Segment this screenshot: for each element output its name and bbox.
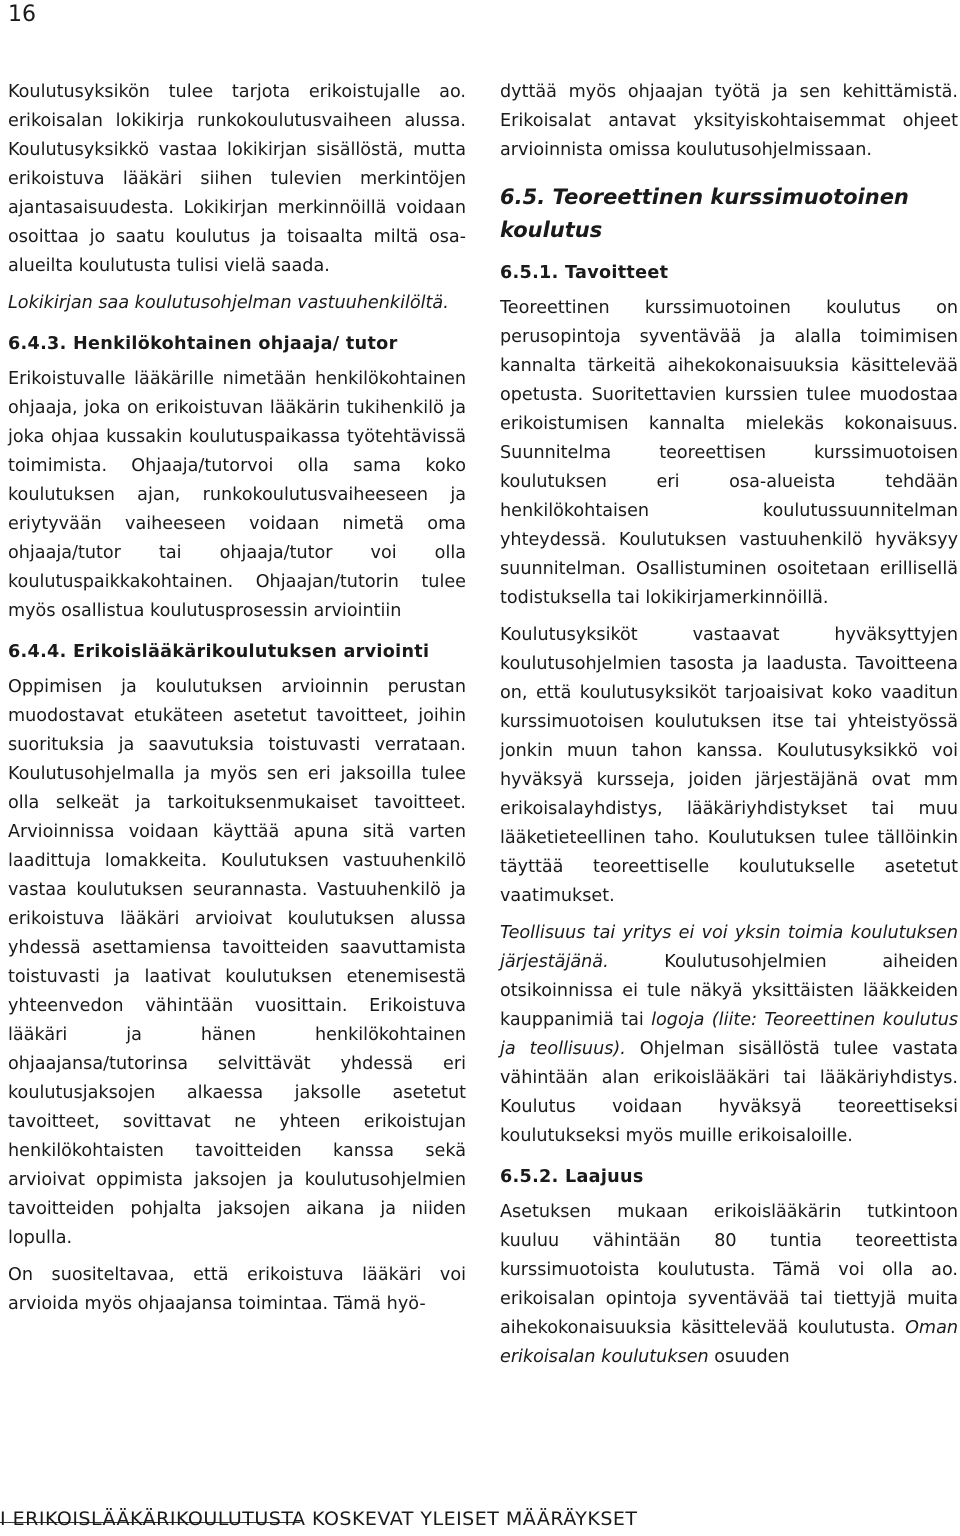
left-paragraph-ohjaaja: Erikoistuvalle lääkärille nimetään henkilökohtainen ohjaaja, joka on erikoistuvan lääkärin tukihenkilö ja joka ohjaa kussakin koulutuspaikassa työtehtävissä toimimista. Ohjaaja/tutorvoi olla sama koko koulutuksen ajan, runkokoulutusvaiheeseen ja eriytyvään vaiheeseen voidaan nimetä oma ohjaaja/tutor tai ohjaaja/tutor voi olla koulutuspaikkakohtainen. Ohjaajan/tutorin tulee myös osallistua koulutusprosessin arviointiin — [8, 369, 466, 621]
heading-6-4-4: 6.4.4. Erikoislääkärikoulutuksen arviointi — [8, 642, 430, 662]
left-paragraph-lokikirja: Koulutusyksikön tulee tarjota erikoistujalle ao. erikoisalan lokikirja runkokoulutusvaiheen alussa. Koulutusyksikkö vastaa lokikirjan sisällöstä, mutta erikoistuva lääkäri siihen tulevien merkintöjen ajantasaisuudesta. Lokikirjan merkinnöillä voidaan osoittaa jo saatu koulutus ja toisaalta miltä osa-alueilta koulutusta tulisi vielä saada. — [8, 82, 466, 276]
page-number: 16 — [8, 2, 36, 27]
laajuus-text-a: Asetuksen mukaan erikoislääkärin tutkintoon kuuluu vähintään 80 tuntia teoreettista kurssimuotoista koulutusta. Tämä voi olla ao. erikoisalan opintoja syventävää tai tiettyjä muita aihekokonaisuuksia käsittelevää koulutusta. — [500, 1202, 958, 1338]
left-column — [8, 78, 466, 1319]
left-paragraph-suositeltavaa: On suositeltavaa, että erikoistuva lääkäri voi arvioida myös ohjaajansa toimintaa. Tämä hyö- — [8, 1265, 466, 1314]
right-paragraph-teollisuus — [500, 919, 958, 1151]
running-footer: I ERIKOISLÄÄKÄRIKOULUTUSTA KOSKEVAT YLEISET MÄÄRÄYKSET — [0, 1508, 638, 1530]
heading-6-5-1: 6.5.1. Tavoitteet — [500, 263, 669, 283]
left-paragraph-arviointi: Oppimisen ja koulutuksen arvioinnin perustan muodostavat etukäteen asetetut tavoitteet, joihin suorituksia ja saavutuksia toistuvasti verrataan. Koulutusohjelmalla ja myös sen eri jaksoilla tulee olla selkeät ja tarkoituksenmukaiset tavoitteet. Arvioinnissa voidaan käyttää apuna sitä varten laadittuja lomakkeita. Koulutuksen vastuuhenkilö vastaa koulutuksen seurannasta. Vastuuhenkilö ja erikoistuva lääkäri arvioivat koulutuksen alussa yhdessä asettamiensa tavoitteiden saavuttamista toistuvasti ja laativat koulutuksen etenemisestä yhteenvedon vähintään vuosittain. Erikoistuva lääkäri ja hänen henkilökohtainen ohjaajansa/tutorinsa selvittävät yhdessä eri koulutusjaksojen alkaessa jaksolle asetetut tavoitteet, sovittavat ne yhteen erikoistujan henkilökohtaisten tavoitteiden kanssa sekä arvioivat oppimista jaksojen ja koulutusohjelmien tavoitteiden pohjalta jaksojen aikana ja niiden lopulla. — [8, 677, 466, 1248]
heading-6-4-3: 6.4.3. Henkilökohtainen ohjaaja/ tutor — [8, 334, 398, 354]
left-paragraph-lokikirja-note: Lokikirjan saa koulutusohjelman vastuuhenkilöltä. — [8, 293, 449, 313]
teollisuus-italic-text: Teollisuus tai yritys ei voi yksin toimia koulutuksen järjestäjänä. — [500, 923, 958, 972]
right-paragraph-continuation: dyttää myös ohjaajan työtä ja sen kehittämistä. Erikoisalat antavat yksityiskohtaisemmat ohjeet arvioinnista omissa koulutusohjelmissaan. — [500, 82, 958, 160]
teollisuus-text-b: Ohjelman sisällöstä tulee vastata vähintään alan erikoislääkäri tai lääkäriyhdistys. Koulutus voidaan hyväksyä teoreettiseksi koulutukseksi myös muille erikoisaloille. — [500, 1039, 958, 1146]
laajuus-text-b: osuuden — [708, 1347, 790, 1367]
heading-6-5-2: 6.5.2. Laajuus — [500, 1167, 644, 1187]
right-paragraph-koulutusyksikot: Koulutusyksiköt vastaavat hyväksyttyjen koulutusohjelmien tasosta ja laadusta. Tavoitteena on, että koulutusyksiköt tarjoaisivat koko vaaditun kurssimuotoisen koulutuksen itse tai yhteistyössä jonkin muun tahon kanssa. Koulutusyksikkö voi hyväksyä kursseja, joiden järjestäjänä ovat mm erikoisalayhdistys, lääkäriyhdistykset tai muu lääketieteellinen taho. Koulutuksen tulee tällöinkin täyttää teoreettiselle koulutukselle asetetut vaatimukset. — [500, 625, 958, 906]
teollisuus-text-a: Koulutusohjelmien aiheiden otsikoinnissa ei tule näkyä yksittäisten lääkkeiden kauppanimiä tai — [500, 952, 958, 1030]
heading-6-5: 6.5. Teoreettinen kurssimuotoinen koulutus — [500, 185, 909, 242]
right-paragraph-tavoitteet: Teoreettinen kurssimuotoinen koulutus on perusopintoja syventävää ja alalla toimimisen kannalta tärkeitä aihekokonaisuuksia käsittelevää opetusta. Suoritettavien kurssien tulee muodostaa erikoistumisen kannalta mielekäs kokonaisuus. Suunnitelma teoreettisen kurssimuotoisen koulutuksen eri osa-alueista tehdään henkilökohtaisen koulutussuunnitelman yhteydessä. Koulutuksen vastuuhenkilö hyväksyy suunnitelman. Osallistuminen osoitetaan erillisellä todistuksella tai lokikirjamerkinnöillä. — [500, 298, 958, 608]
laajuus-italic-text: Oman erikoisalan koulutuksen — [500, 1318, 958, 1367]
right-paragraph-laajuus — [500, 1198, 958, 1372]
logoja-italic-text: logoja (liite: Teoreettinen koulutus ja teollisuus). — [500, 1010, 959, 1059]
right-column — [500, 78, 958, 1372]
